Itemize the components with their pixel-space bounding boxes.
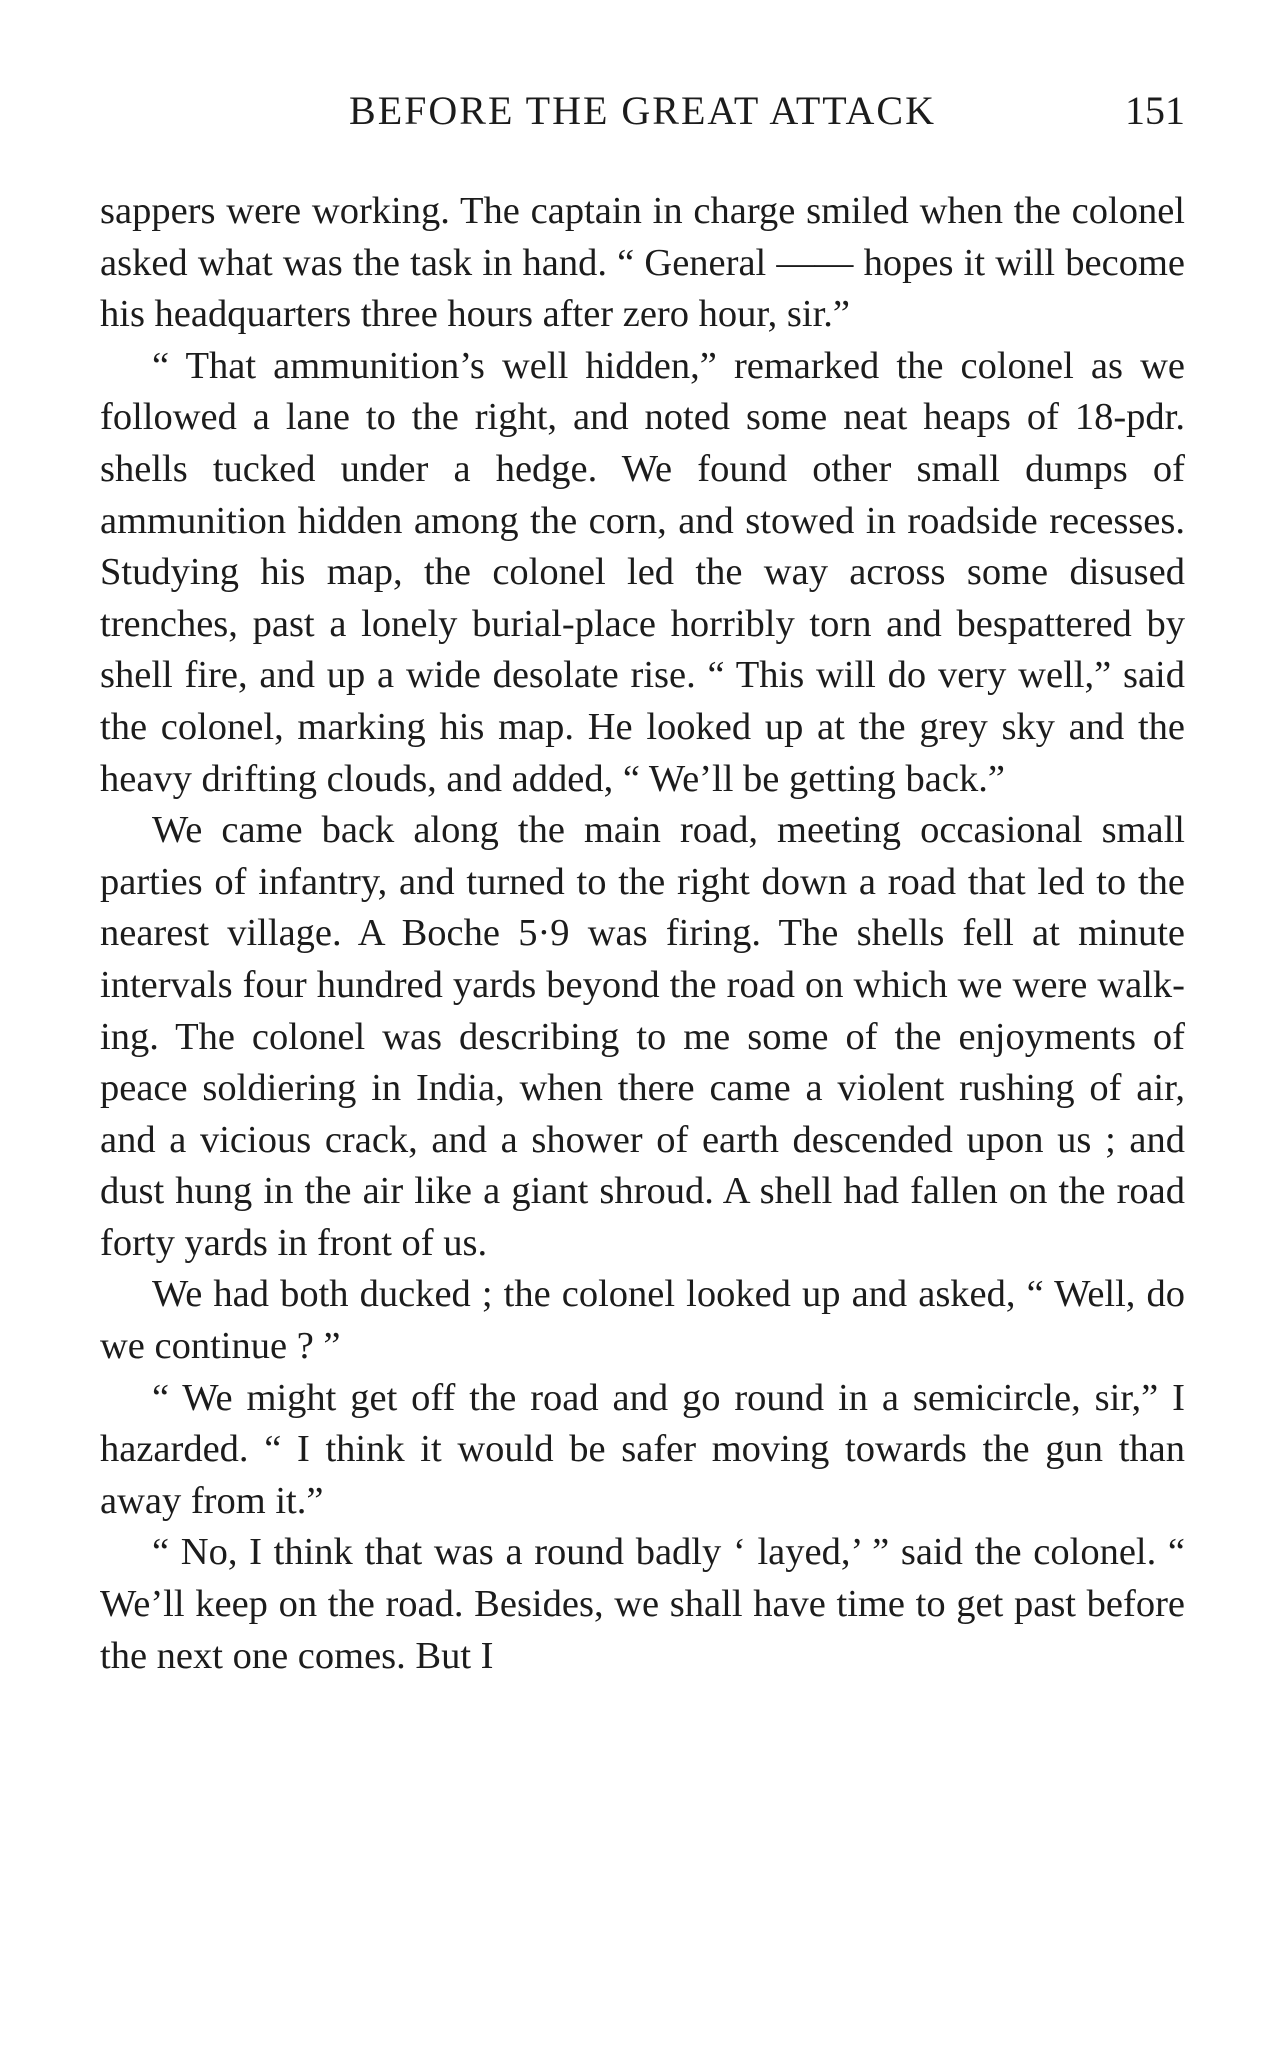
- paragraph-continued: sappers were working. The captain in charge smiled when the colonel asked what was the task in hand. “ General —— hopes it will become his headquarters three hours after zero hour, sir.”: [100, 190, 1185, 336]
- paragraph: “ No, I think that was a round badly ‘ layed,’ ” said the colonel. “ We’ll keep on the road. Besides, we shall have time to get past before the next one comes. But I: [100, 1531, 1185, 1677]
- paragraph: We came back along the main road, meeting occasional small parties of infantry, and turned to the right down a road that led to the nearest village. A Boche 5·9 was firing. The shells fell at minute intervals four hundred yards beyond the road on which we were walking. The colonel was describing to me some of the enjoyments of peace soldiering in India, when there came a violent rushing of air, and a vicious crack, and a shower of earth descended upon us ; and dust hung in the air like a giant shroud. A shell had fallen on the road forty yards in front of us.: [100, 809, 1185, 1264]
- paragraph: “ That ammunition’s well hidden,” remarked the colonel as we followed a lane to the right, and noted some neat heaps of 18-pdr. shells tucked under a hedge. We found other small dumps of ammunition hidden among the corn, and stowed in roadside recesses. Studying his map, the colonel led the way across some disused trenches, past a lonely burial-place horribly torn and bespattered by shell fire, and up a wide desolate rise. “ This will do very well,” said the colonel, marking his map. He looked up at the grey sky and the heavy drifting clouds, and added, “ We’ll be getting back.”: [100, 344, 1185, 800]
- page-number: 151: [1125, 88, 1185, 133]
- body-text: [100, 186, 1185, 1682]
- running-head: [100, 84, 1185, 138]
- paragraph: “ We might get off the road and go round in a semicircle, sir,” I hazarded. “ I think it would be safer moving towards the gun than away from it.”: [100, 1376, 1185, 1522]
- paragraph: We had both ducked ; the colonel looked up and asked, “ Well, do we continue ? ”: [100, 1273, 1185, 1368]
- running-title: BEFORE THE GREAT ATTACK: [349, 88, 936, 133]
